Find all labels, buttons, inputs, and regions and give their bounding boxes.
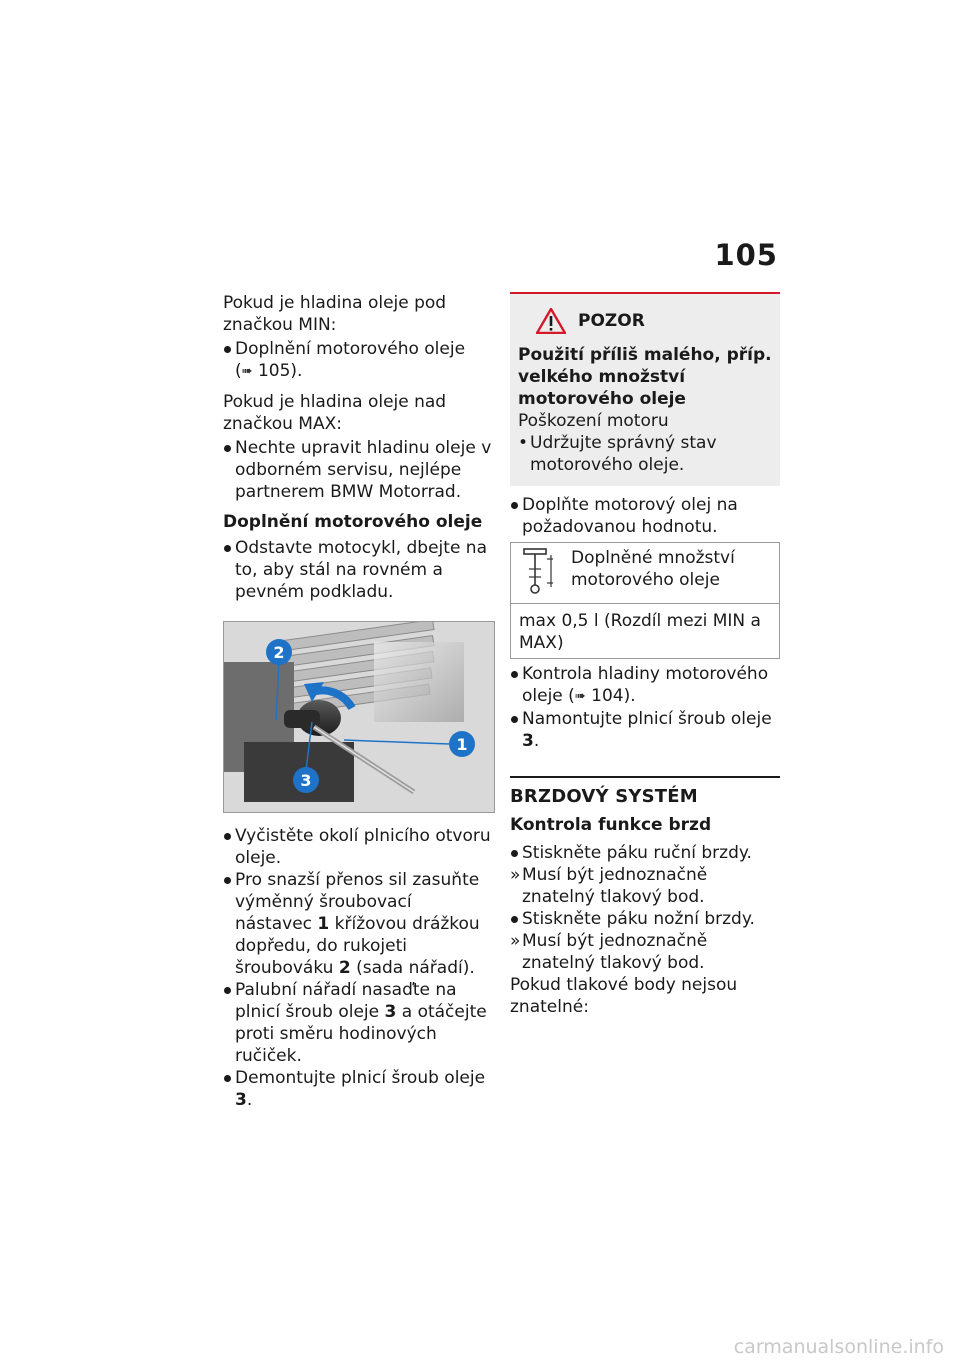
ref-number-3c: 3 (522, 731, 534, 751)
brake-result-foot: » Musí být jednoznačně znatelný tlakový bod. (510, 930, 780, 974)
engine-oil-filler-figure (223, 621, 495, 813)
callout-label-2: 2 (273, 643, 285, 662)
watermark-text: carmanualsonline.info (733, 1336, 944, 1358)
min-ref-page[interactable]: 105). (257, 361, 303, 381)
ref-number-3: 3 (384, 1002, 397, 1022)
warning-triangle-icon (536, 308, 566, 334)
section-title-brake-system: BRZDOVÝ SYSTÉM (510, 776, 780, 808)
max-group (223, 437, 493, 503)
warning-header (536, 308, 772, 334)
left-column (223, 292, 493, 1111)
step-turn-plug-text-c: a otáčejte proti směru hodinových ručiček. (235, 1002, 487, 1066)
min-intro: Pokud je hladina oleje pod značkou MIN: (223, 293, 447, 335)
warning-box (510, 292, 780, 486)
step-mount-plug-text-a: Namontujte plnicí šroub oleje (522, 709, 772, 729)
warning-effect: Poškození motoru (518, 411, 669, 431)
callout-label-1: 1 (456, 735, 468, 754)
step-turn-plug-text-a: Palubní nářadí nasaďte na plnicí šroub oleje (235, 980, 457, 1022)
step-park-motorcycle: Odstavte motocykl, dbejte na to, aby stál na rovném a pevném podkladu. (223, 537, 493, 603)
brake-step-foot-lever: Stiskněte páku nožní brzdy. (510, 908, 780, 930)
step-clean-filler: Vyčistěte okolí plnicího otvoru oleje. (223, 825, 493, 869)
step-turn-plug (223, 979, 493, 1067)
brake-step-hand-lever: Stiskněte páku ruční brzdy. (510, 842, 780, 864)
spec-title: Doplněné množství motorového oleje (571, 548, 735, 590)
step-insert-bit-text-c: křížovou drážkou dopředu, do rukojeti šroubováku (235, 914, 480, 978)
brake-closing-text: Pokud tlakové body nejsou znatelné: (510, 975, 738, 1017)
step-check-level-text: Kontrola hladiny motorového oleje ( (522, 664, 769, 706)
sub-title-brake-check: Kontrola funkce brzd (510, 815, 712, 835)
callout-2 (266, 639, 292, 665)
callout-1 (449, 731, 475, 757)
min-bullet-text: Doplnění motorového oleje (235, 339, 466, 359)
oil-dipstick-icon (521, 547, 555, 595)
max-bullet: Nechte upravit hladinu oleje v odborném servisu, nejlépe partnerem BMW Motorrad. (223, 437, 493, 503)
step-check-level (510, 663, 780, 708)
step-remove-plug-text-a: Demontujte plnicí šroub oleje (235, 1068, 486, 1088)
min-group (223, 338, 493, 383)
max-intro: Pokud je hladina oleje nad značkou MAX: (223, 392, 447, 434)
callout-3 (293, 767, 319, 793)
step-insert-bit (223, 869, 493, 979)
step-insert-bit-text-d: (sada nářadí). (350, 958, 475, 978)
right-column (510, 292, 780, 1018)
engine-illustration (224, 622, 494, 812)
step-remove-plug (223, 1067, 493, 1111)
page-number: 105 (714, 238, 778, 272)
ref-number-2: 2 (338, 958, 351, 978)
section-heading-oil-refill: Doplnění motorového oleje (223, 512, 483, 532)
ref-number-3b: 3 (235, 1090, 247, 1110)
callout-label-3: 3 (300, 771, 312, 790)
step-check-level-ref[interactable]: 104). (591, 686, 636, 706)
step-insert-bit-text-a: Pro snazší přenos sil zasuňte výměnný šroubovací nástavec (235, 870, 480, 934)
step-mount-plug (510, 708, 780, 752)
spec-value: max 0,5 l (Rozdíl mezi MIN a MAX) (519, 611, 761, 653)
page-reference-arrow-icon: ➠ (241, 364, 253, 379)
ref-number-1: 1 (317, 914, 330, 934)
brake-result-hand: » Musí být jednoznačně znatelný tlakový bod. (510, 864, 780, 908)
page-reference-arrow-icon: ➠ (574, 689, 586, 704)
warning-title: POZOR (578, 311, 645, 331)
spec-header (511, 543, 779, 604)
warning-action: • Udržujte správný stav motorového oleje. (518, 432, 772, 476)
min-bullet: Doplnění motorového oleje (➠ 105). (223, 338, 493, 383)
oil-quantity-spec (510, 542, 780, 659)
step-remove-plug-text-c: . (246, 1090, 253, 1110)
step-fill-oil: Doplňte motorový olej na požadovanou hodnotu. (510, 494, 780, 538)
step-mount-plug-text-c: . (533, 731, 540, 751)
warning-subject: Použití příliš malého, příp. velkého množství motorového oleje (518, 345, 772, 409)
